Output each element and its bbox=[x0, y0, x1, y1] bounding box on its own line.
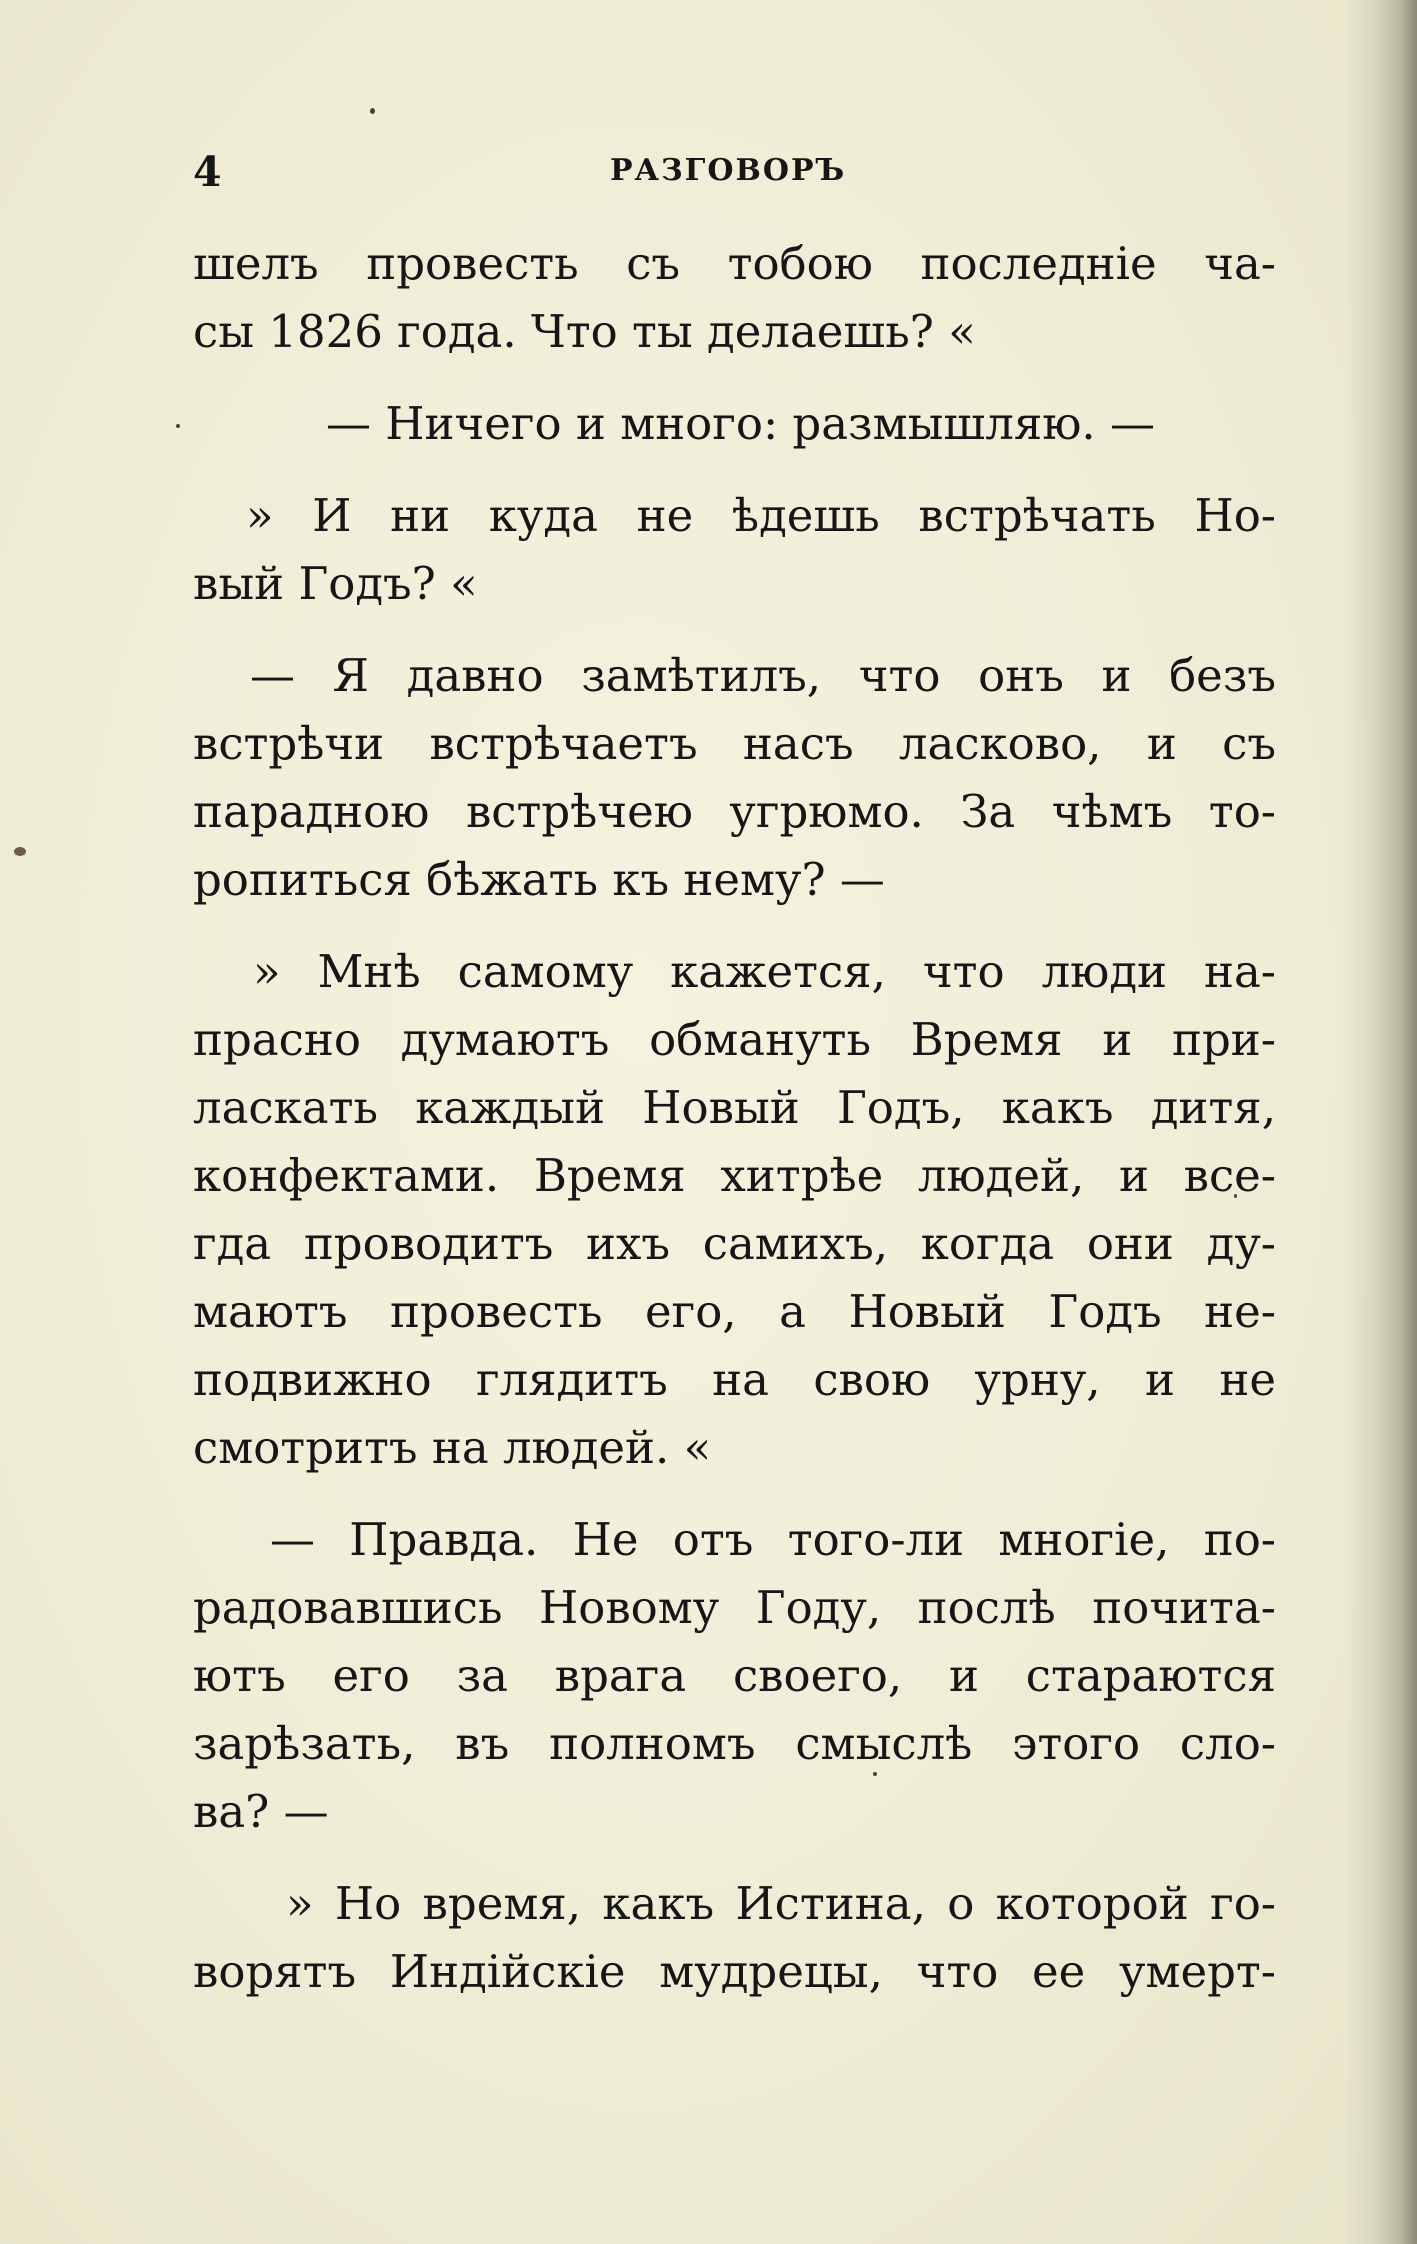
running-title: РАЗГОВОРЪ bbox=[610, 153, 847, 188]
paper-speck bbox=[176, 424, 180, 428]
text-line: парадною встрѣчею угрюмо. За чѣмъ то- bbox=[193, 785, 1276, 838]
text-line: зарѣзать, въ полномъ смыслѣ этого сло- bbox=[193, 1717, 1276, 1770]
binding-shadow bbox=[1345, 0, 1417, 2244]
text-line: подвижно глядитъ на свою урну, и не bbox=[193, 1353, 1276, 1406]
text-line: гда проводитъ ихъ самихъ, когда они ду- bbox=[193, 1217, 1276, 1270]
paper-speck bbox=[14, 847, 26, 856]
text-line: ютъ его за врага своего, и стараются bbox=[193, 1649, 1276, 1702]
body-text bbox=[193, 230, 1276, 2006]
text-line: — Ничего и много: размышляю. — bbox=[326, 397, 1156, 450]
text-line: смотритъ на людей. « bbox=[193, 1421, 712, 1474]
text-line: сы 1826 года. Что ты делаешь? « bbox=[193, 305, 976, 358]
text-line: — Я давно замѣтилъ, что онъ и безъ bbox=[250, 649, 1276, 702]
text-line: » Но время, какъ Истина, о которой го- bbox=[286, 1877, 1276, 1930]
text-line: маютъ провесть его, а Новый Годъ не- bbox=[193, 1285, 1276, 1338]
text-line: конфектами. Время хитрѣе людей, и все- bbox=[193, 1149, 1276, 1202]
text-line: прасно думаютъ обмануть Время и при- bbox=[193, 1013, 1276, 1066]
text-line: ворятъ Индійскіе мудрецы, что ее умерт- bbox=[193, 1945, 1276, 1998]
text-line: ласкать каждый Новый Годъ, какъ дитя, bbox=[193, 1081, 1276, 1134]
text-line: радовавшись Новому Году, послѣ почита- bbox=[193, 1581, 1276, 1634]
text-line: ва? — bbox=[193, 1785, 329, 1838]
text-line: ропиться бѣжать къ нему? — bbox=[193, 853, 885, 906]
page-number: 4 bbox=[193, 148, 222, 196]
text-line: шелъ провесть съ тобою последніе ча- bbox=[193, 237, 1276, 290]
paper-speck bbox=[370, 108, 375, 114]
text-line: — Правда. Не отъ того-ли многіе, по- bbox=[270, 1513, 1276, 1566]
text-line: встрѣчи встрѣчаетъ насъ ласково, и съ bbox=[193, 717, 1276, 770]
text-line: вый Годъ? « bbox=[193, 557, 478, 610]
text-line: » Мнѣ самому кажется, что люди на- bbox=[253, 945, 1276, 998]
text-line: » И ни куда не ѣдешь встрѣчать Но- bbox=[246, 489, 1276, 542]
